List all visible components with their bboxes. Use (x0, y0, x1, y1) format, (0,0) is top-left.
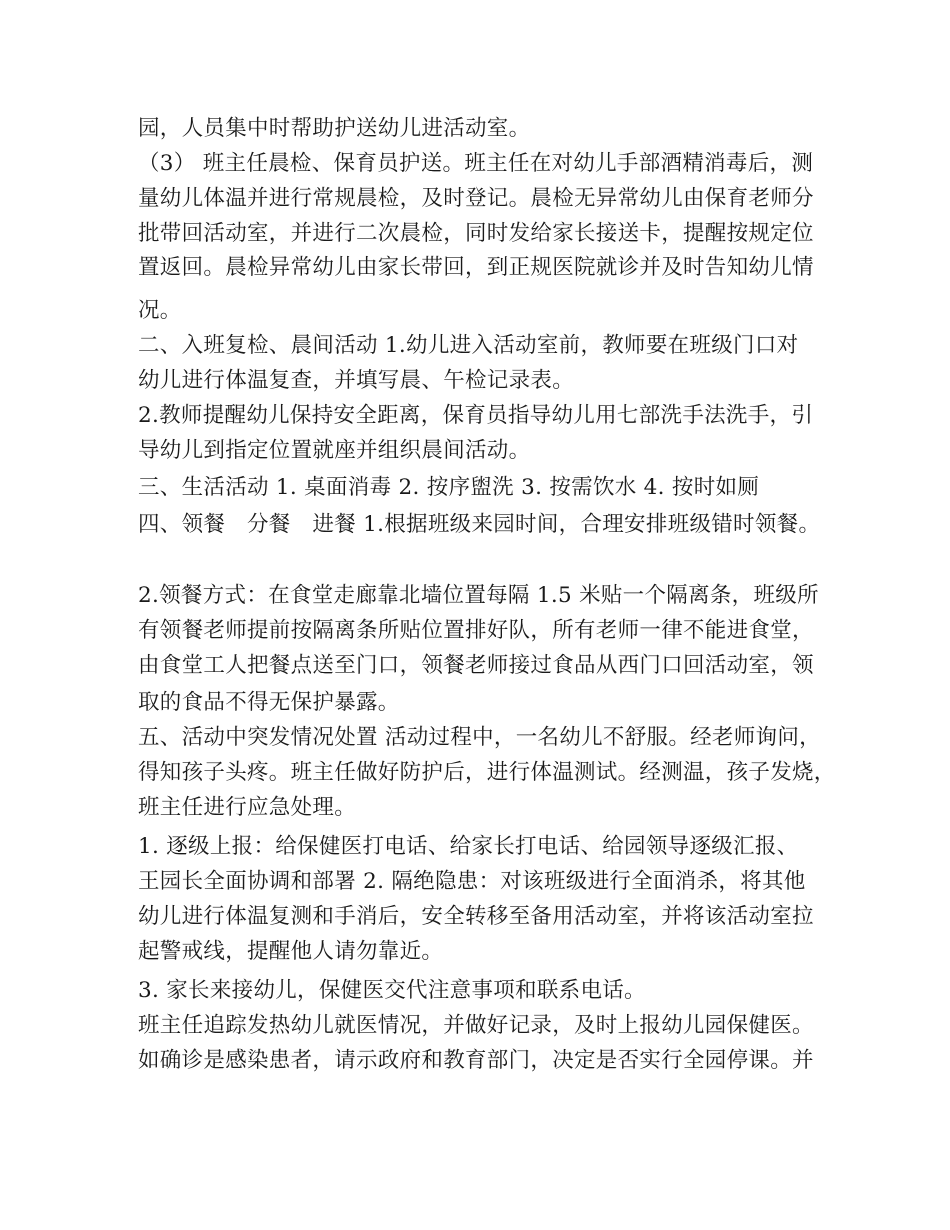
text-line: 如确诊是感染患者，请示政府和教育部门，决定是否实行全园停课。并 (138, 1048, 814, 1073)
text-line: 3. 家长来接幼儿，保健医交代注意事项和联系电话。 (138, 978, 646, 1003)
text-line: 四、领餐 分餐 进餐 1.根据班级来园时间，合理安排班级错时领餐。 (138, 512, 821, 537)
text-line: 王园长全面协调和部署 2. 隔绝隐患：对该班级进行全面消杀，将其他 (138, 869, 806, 894)
text-line: 量幼儿体温并进行常规晨检，及时登记。晨检无异常幼儿由保育老师分 (138, 186, 814, 211)
text-line: 班主任进行应急处理。 (138, 795, 357, 820)
text-line: 二、入班复检、晨间活动 1.幼儿进入活动室前，教师要在班级门口对 (138, 333, 799, 358)
text-line: 班主任追踪发热幼儿就医情况，并做好记录，及时上报幼儿园保健医。 (138, 1013, 814, 1038)
text-line: 幼儿进行体温复查，并填写晨、午检记录表。 (138, 368, 575, 393)
text-line: 批带回活动室，并进行二次晨检，同时发给家长接送卡，提醒按规定位 (138, 221, 814, 246)
text-line: 导幼儿到指定位置就座并组织晨间活动。 (138, 438, 531, 463)
text-line: 1. 逐级上报：给保健医打电话、给家长打电话、给园领导逐级汇报、 (138, 834, 799, 859)
text-line: 2.领餐方式：在食堂走廊靠北墙位置每隔 1.5 米贴一个隔离条，班级所 (138, 583, 819, 608)
text-line: 三、生活活动 1. 桌面消毒 2. 按序盥洗 3. 按需饮水 4. 按时如厕 (138, 475, 760, 500)
text-line: 由食堂工人把餐点送至门口，领餐老师接过食品从西门口回活动室，领 (138, 653, 814, 678)
text-line: 2.教师提醒幼儿保持安全距离，保育员指导幼儿用七部洗手法洗手，引 (138, 403, 814, 428)
text-line: 五、活动中突发情况处置 活动过程中，一名幼儿不舒服。经老师询问， (138, 725, 821, 750)
text-line: 幼儿进行体温复测和手消后，安全转移至备用活动室，并将该活动室拉 (138, 904, 814, 929)
text-line: （3） 班主任晨检、保育员护送。班主任在对幼儿手部酒精消毒后，测 (138, 151, 814, 176)
text-line: 有领餐老师提前按隔离条所贴位置排好队，所有老师一律不能进食堂， (138, 618, 814, 643)
text-line: 园，人员集中时帮助护送幼儿进活动室。 (138, 116, 531, 141)
text-line: 置返回。晨检异常幼儿由家长带回，到正规医院就诊并及时告知幼儿情 (138, 255, 814, 280)
text-line: 取的食品不得无保护暴露。 (138, 690, 400, 715)
text-line: 起警戒线，提醒他人请勿靠近。 (138, 939, 444, 964)
text-line: 得知孩子头疼。班主任做好防护后，进行体温测试。经测温，孩子发烧， (138, 760, 836, 785)
text-line: 况。 (138, 298, 182, 323)
